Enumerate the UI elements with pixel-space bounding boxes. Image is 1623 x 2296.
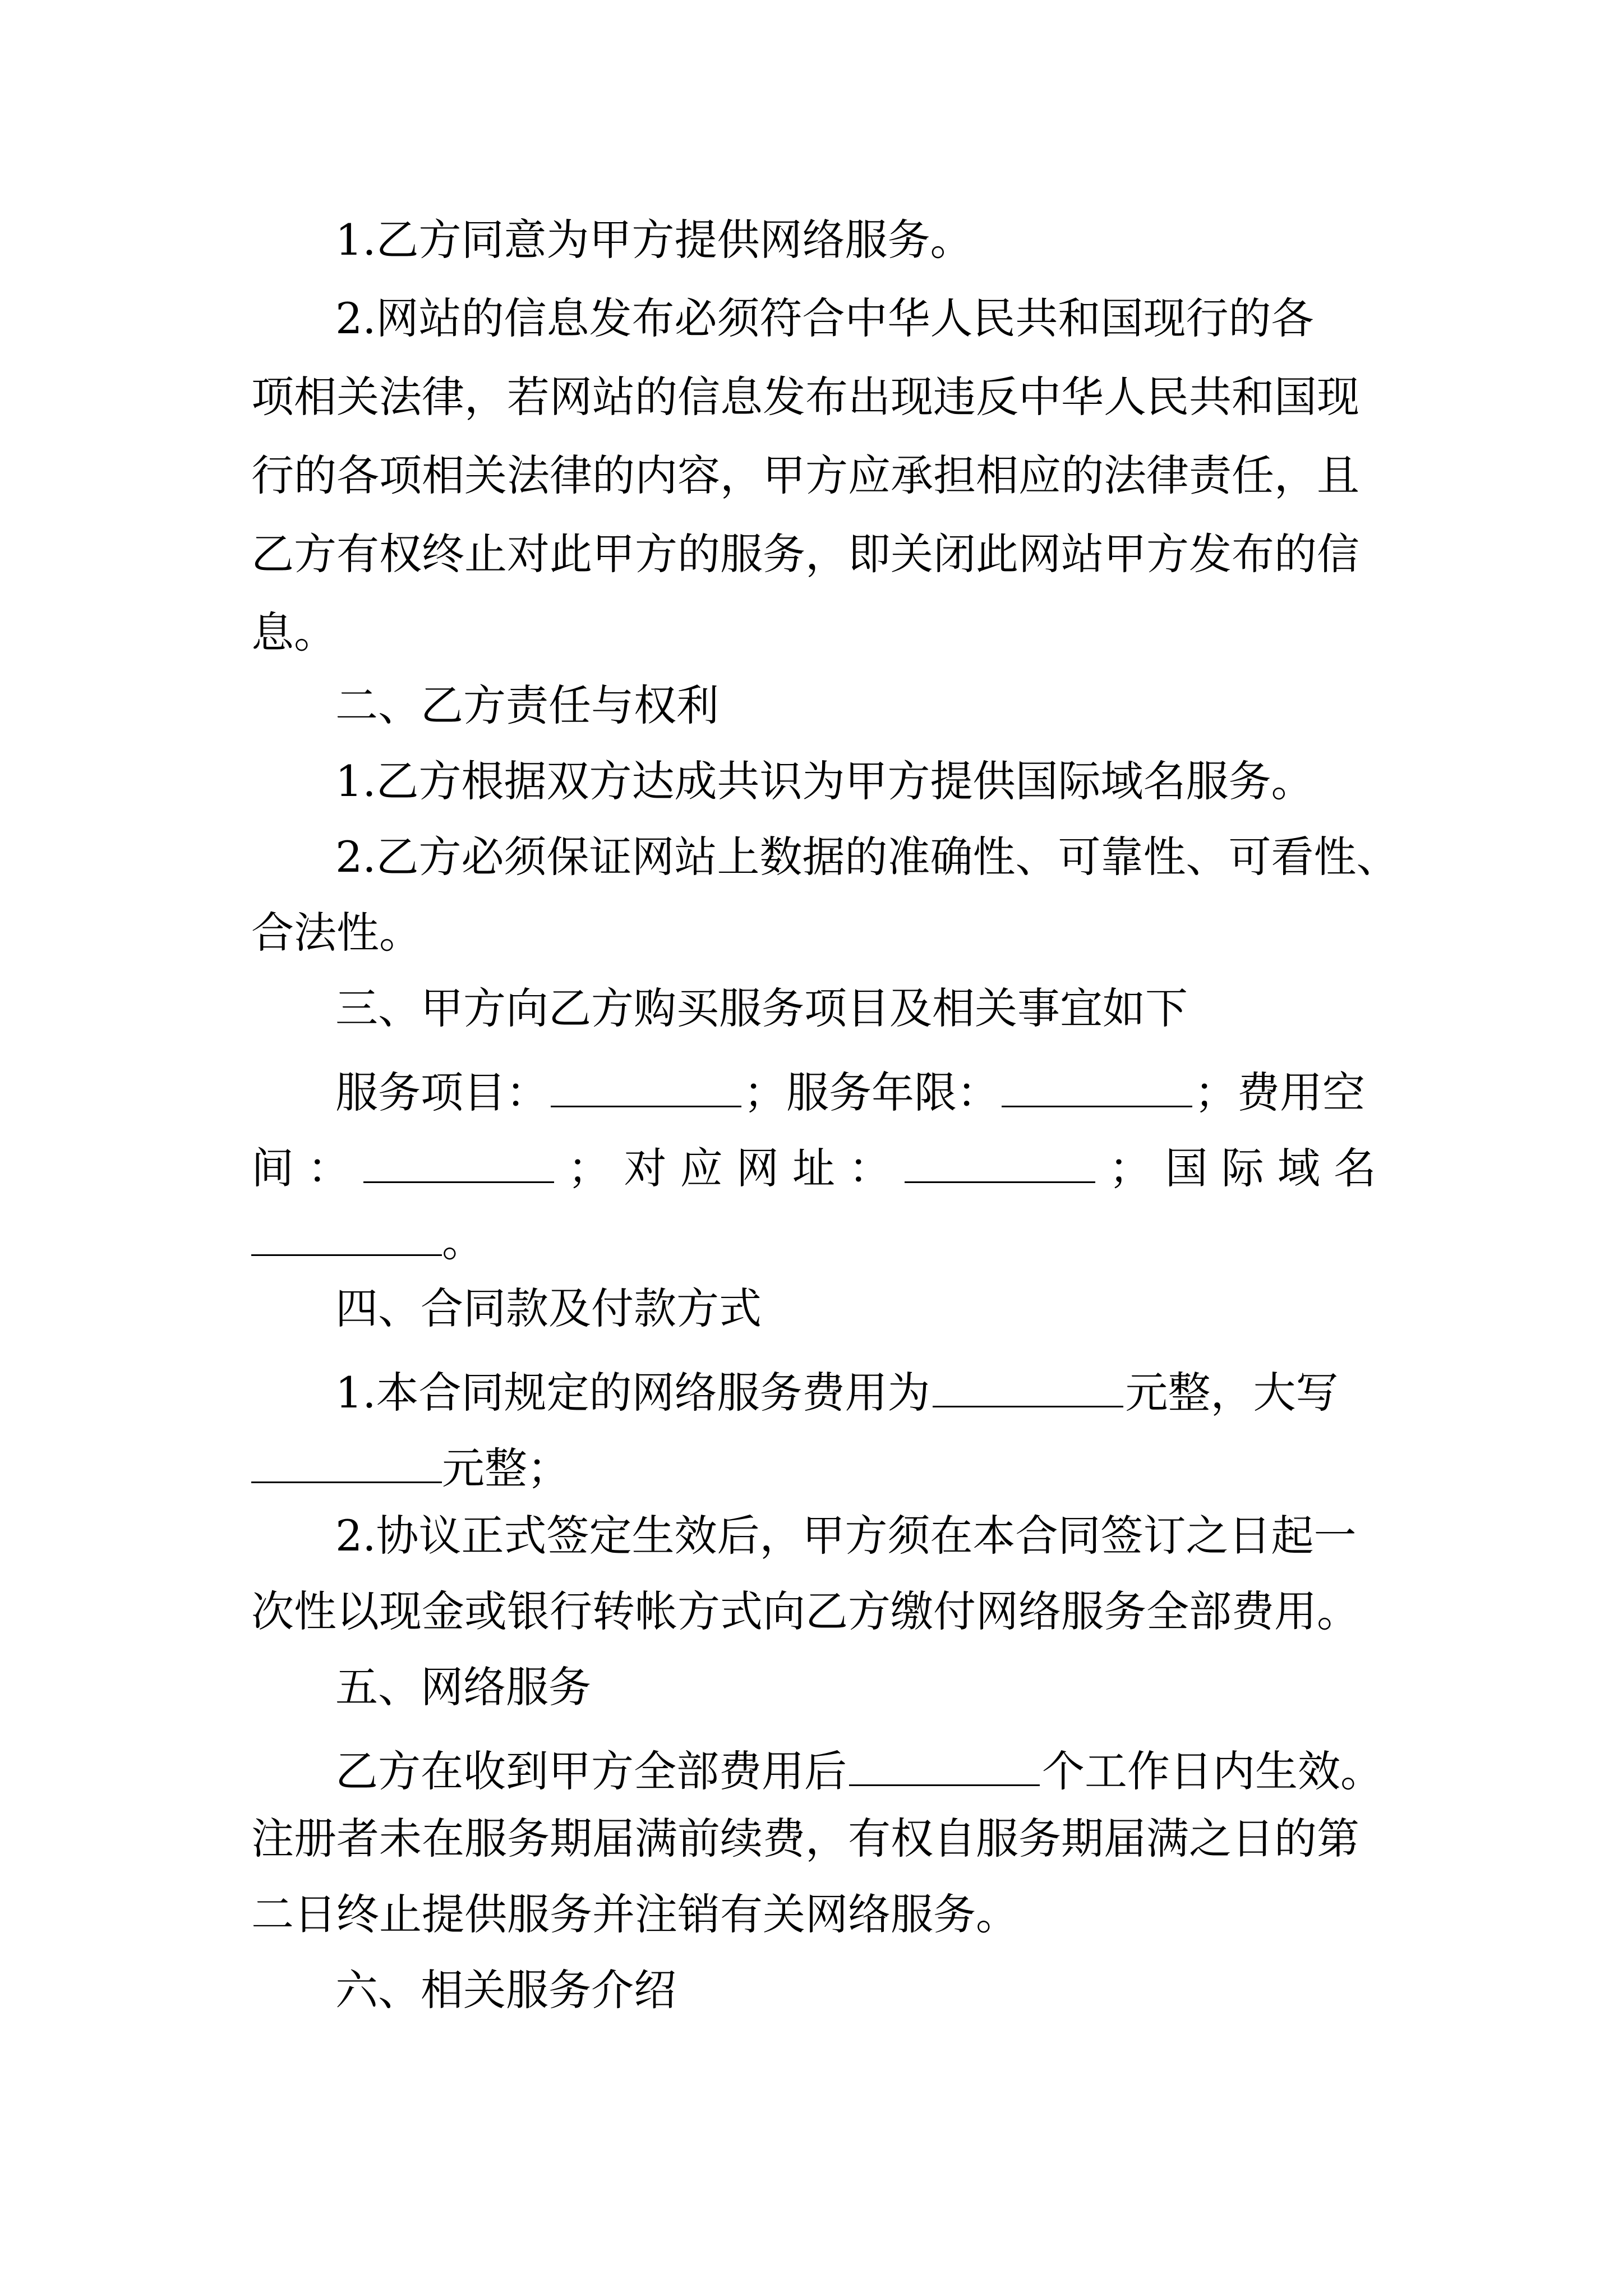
- url-label-char: 网: [736, 1143, 779, 1193]
- service-years-blank: [1002, 1063, 1192, 1107]
- paragraph-2-line-3: 行的各项相关法律的内容，甲方应承担相应的法律责任，且: [251, 450, 1359, 500]
- service-item-blank: [551, 1063, 741, 1107]
- paragraph-2-line-4: 乙方有权终止对此甲方的服务，即关闭此网站甲方发布的信: [251, 529, 1359, 579]
- fee-label: 1.本合同规定的网络服务费用为: [335, 1368, 930, 1418]
- fee-capital-end: 元整；: [442, 1443, 570, 1493]
- url-label-char: 对: [624, 1143, 667, 1193]
- paragraph-1: 1.乙方同意为甲方提供网络服务。: [335, 215, 973, 265]
- paragraph-4-line-1: 2.乙方必须保证网站上数据的准确性、可靠性、可看性、: [335, 832, 1399, 882]
- paragraph-2-line-5: 息。: [251, 608, 336, 657]
- payment-2-line-1: 2.协议正式签定生效后，甲方须在本合同签订之日起一: [335, 1511, 1357, 1561]
- service-line-1: [335, 1063, 1365, 1117]
- network-days-blank: [849, 1742, 1040, 1786]
- section-heading-5: 五、网络服务: [335, 1662, 591, 1712]
- section-heading-6: 六、相关服务介绍: [335, 1965, 676, 2015]
- domain-label-char: 域: [1277, 1143, 1320, 1193]
- url-label-char: 址: [792, 1143, 835, 1193]
- domain-blank: [251, 1212, 442, 1256]
- colon: ：: [307, 1143, 351, 1193]
- service-item-label: 服务项目：: [335, 1068, 548, 1117]
- network-line-1: [335, 1742, 1383, 1796]
- domain-label-char: 国: [1165, 1143, 1208, 1193]
- payment-line-2: [251, 1439, 570, 1493]
- network-line-2: 注册者未在服务期届满前续费，有权自服务期届满之日的第: [251, 1814, 1359, 1864]
- network-days-label: 乙方在收到甲方全部费用后: [335, 1746, 847, 1796]
- url-blank: [905, 1139, 1095, 1183]
- semicolon: ；: [1109, 1143, 1152, 1193]
- paragraph-2-line-2: 项相关法律，若网站的信息发布出现违反中华人民共和国现: [251, 372, 1359, 422]
- service-line-2: [251, 1139, 1376, 1193]
- paragraph-4-line-2: 合法性。: [251, 908, 422, 958]
- domain-label-char: 名: [1333, 1143, 1376, 1193]
- space-label-start: ；费用空: [1195, 1068, 1365, 1117]
- paragraph-2-line-1: 2.网站的信息发布必须符合中华人民共和国现行的各: [335, 293, 1314, 343]
- section-heading-3: 三、甲方向乙方购买服务项目及相关事宜如下: [335, 983, 1188, 1033]
- fee-capital-label: 元整，大写: [1125, 1368, 1339, 1418]
- service-years-label: ；服务年限：: [744, 1068, 999, 1117]
- paragraph-3: 1.乙方根据双方达成共识为甲方提供国际域名服务。: [335, 756, 1314, 806]
- space-blank: [363, 1139, 554, 1183]
- section-heading-4: 四、合同款及付款方式: [335, 1283, 762, 1333]
- url-label-char: 应: [680, 1143, 723, 1193]
- payment-2-line-2: 次性以现金或银行转帐方式向乙方缴付网络服务全部费用。: [251, 1586, 1359, 1636]
- service-line-3: [251, 1212, 485, 1266]
- fee-blank: [933, 1363, 1123, 1407]
- network-line-3: 二日终止提供服务并注销有关网络服务。: [251, 1889, 1018, 1939]
- period: 。: [442, 1216, 485, 1266]
- space-label-end: 间: [251, 1143, 294, 1193]
- semicolon: ；: [568, 1143, 611, 1193]
- network-days-end: 个工作日内生效。: [1042, 1746, 1383, 1796]
- colon: ：: [849, 1143, 892, 1193]
- domain-label-char: 际: [1221, 1143, 1264, 1193]
- fee-capital-blank: [251, 1439, 442, 1483]
- payment-line-1: [335, 1363, 1339, 1418]
- section-heading-2: 二、乙方责任与权利: [335, 680, 719, 730]
